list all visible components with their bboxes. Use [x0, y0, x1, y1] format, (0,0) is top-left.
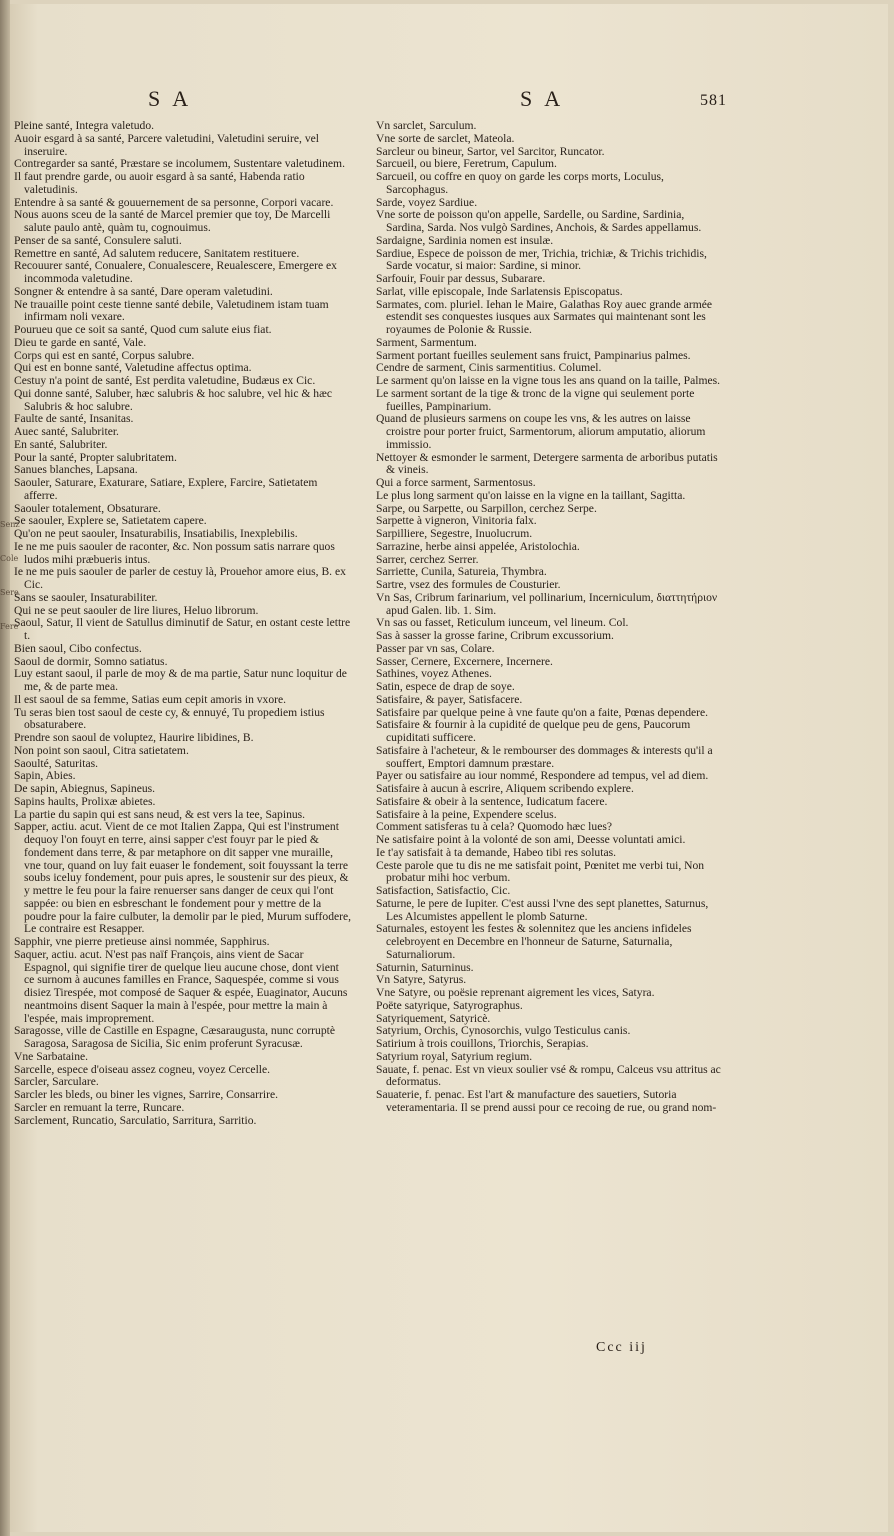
- page-number: 581: [700, 92, 727, 109]
- dictionary-entry: Prendre son saoul de voluptez, Haurire libidines, B.: [14, 731, 254, 744]
- dictionary-entry: Saouler, Saturare, Exaturare, Satiare, Explere, Farcire, Satietatem afferre.: [14, 476, 318, 502]
- dictionary-entry: Satisfaire & fournir à la cupidité de quelque peu de gens, Paucorum cupiditati sufficere.: [376, 718, 691, 744]
- dictionary-entry: Sarde, voyez Sardiue.: [376, 195, 478, 209]
- dictionary-entry: Il est saoul de sa femme, Satias eum cepit amoris in vxore.: [14, 692, 287, 706]
- dictionary-entry: Satisfaire par quelque peine à vne faute qu'on a faite, Pœnas dependere.: [376, 705, 709, 719]
- dictionary-entry: Il faut prendre garde, ou auoir esgard à sa santé, Habenda ratio valetudinis.: [14, 170, 305, 196]
- dictionary-entry: Saoul, Satur, Il vient de Satullus diminutif de Satur, en ostant ceste lettre t.: [14, 616, 351, 642]
- dictionary-entry: Sarcler en remuant la terre, Runcare.: [14, 1100, 185, 1114]
- dictionary-entry: Sas à sasser la grosse farine, Cribrum excussorium.: [376, 629, 614, 642]
- dictionary-entry: Sarpe, ou Sarpette, ou Sarpillon, cerchez Serpe.: [376, 501, 597, 515]
- margin-note: Cole: [0, 554, 19, 563]
- dictionary-entry: Vne Satyre, ou poësie reprenant aigrement les vices, Satyra.: [376, 986, 655, 999]
- dictionary-entry: Ie ne me puis saouler de raconter, &c. Non possum satis narrare quos ludos mihi præbueris intus.: [14, 539, 335, 566]
- dictionary-entry: Sarriette, Cunila, Satureia, Thymbra.: [376, 565, 547, 579]
- dictionary-entry: Auec santé, Salubriter.: [14, 425, 119, 438]
- dictionary-entry: Saturne, le pere de Iupiter. C'est aussi l'vne des sept planettes, Saturnus, Les Alcumistes appellent le plomb Saturne.: [376, 896, 709, 923]
- dictionary-entry: En santé, Salubriter.: [14, 437, 108, 451]
- dictionary-entry: Recouurer santé, Conualere, Conualescere, Reualescere, Emergere ex incommoda valetudine.: [14, 259, 337, 285]
- dictionary-entry: Passer par vn sas, Colare.: [376, 641, 495, 655]
- dictionary-entry: Sauaterie, f. penac. Est l'art & manufacture des sauetiers, Sutoria veteramentaria. Il se prend aussi pour ce recoing de rue, ou grand nom-: [376, 1088, 717, 1114]
- margin-notes: [0, 520, 20, 656]
- dictionary-entry: Vne sorte de sarclet, Mateola.: [376, 131, 515, 145]
- dictionary-entry: Sarrazine, herbe ainsi appelée, Aristolochia.: [376, 539, 580, 553]
- dictionary-entry: Pour la santé, Propter salubritatem.: [14, 450, 177, 464]
- dictionary-entry: Sartre, vsez des formules de Cousturier.: [376, 578, 561, 591]
- dictionary-entry: Sarment portant fueilles seulement sans fruict, Pampinarius palmes.: [376, 348, 691, 362]
- dictionary-entry: Ne satisfaire point à la volonté de son ami, Deesse voluntati amici.: [376, 833, 686, 846]
- left-column: [14, 120, 352, 1127]
- dictionary-entry: Satisfaire à la peine, Expendere scelus.: [376, 807, 557, 821]
- dictionary-entry: Sarfouir, Fouir par dessus, Subarare.: [376, 272, 546, 285]
- dictionary-entry: Bien saoul, Cibo confectus.: [14, 641, 142, 655]
- dictionary-entry: Qui donne santé, Saluber, hæc salubris & hoc salubre, vel hic & hæc Salubris & hoc salubre.: [14, 386, 332, 413]
- dictionary-entry: Ne trauaille point ceste tienne santé debile, Valetudinem istam tuam infirmam noli vexare.: [14, 297, 329, 324]
- dictionary-entry: Sarrer, cerchez Serrer.: [376, 552, 479, 566]
- running-head-left: SA: [148, 86, 201, 111]
- dictionary-entry: Sarclement, Runcatio, Sarculatio, Sarritura, Sarritio.: [14, 1113, 257, 1127]
- dictionary-entry: Sans se saouler, Insaturabiliter.: [14, 590, 158, 604]
- dictionary-entry: Ie ne me puis saouler de parler de cestuy là, Prouehor amore eius, B. ex Cic.: [14, 565, 346, 591]
- dictionary-entry: Sarcelle, espece d'oiseau assez cogneu, voyez Cercelle.: [14, 1062, 271, 1076]
- dictionary-entry: Se saouler, Explere se, Satietatem capere.: [14, 514, 207, 528]
- dictionary-entry: Satisfaire à l'acheteur, & le rembourser des dommages & interests qu'il a souffert, Emptori damnum præstare.: [376, 743, 713, 770]
- margin-note: Senz: [0, 520, 20, 529]
- dictionary-entry: Qui ne se peut saouler de lire liures, Heluo librorum.: [14, 603, 259, 617]
- dictionary-entry: Remettre en santé, Ad salutem reducere, Sanitatem restituere.: [14, 246, 300, 260]
- dictionary-entry: Satisfaire & obeir à la sentence, Iudicatum facere.: [376, 794, 608, 808]
- dictionary-entry: Sanues blanches, Lapsana.: [14, 463, 138, 477]
- dictionary-entry: Luy estant saoul, il parle de moy & de ma partie, Satur nunc loquitur de me, & de parte mea.: [14, 667, 347, 693]
- dictionary-entry: Sarcler les bleds, ou biner les vignes, Sarrire, Consarrire.: [14, 1088, 279, 1101]
- dictionary-entry: Sapin, Abies.: [14, 769, 76, 783]
- dictionary-entry: Vne sorte de poisson qu'on appelle, Sardelle, ou Sardine, Sardinia, Sardina, Sarda. Nos vulgò Sardines, Anchois, & Sardes appellamus.: [376, 208, 702, 234]
- dictionary-entry: Sarcueil, ou coffre en quoy on garde les corps morts, Loculus, Sarcophagus.: [376, 170, 664, 196]
- dictionary-entry: Qu'on ne peut saouler, Insaturabilis, Insatiabilis, Inexplebilis.: [14, 527, 298, 540]
- dictionary-entry: Sapper, actiu. acut. Vient de ce mot Italien Zappa, Qui est l'instrument dequoy l'on fouyt en terre, ainsi sapper c'est fouyr par le pied & fondement dans terre, & par metaphore on dit sapper vne muraille, vne tour, quand on luy fait euaser le fondement, soit fouyssant la terre soubs iceluy fondement, pour puis apres, le soustenir sur des pieux, & y mettre le feu pour la faire renuerser sans danger de ceux qui l'ont sappée: ou bien en esbreschant le fondement pour y mettre de la poudre pour la faire culbuter, la demolir par le pied, Murum suffodere, Le contraire est Resapper.: [14, 820, 352, 936]
- dictionary-entry: Sarmates, com. pluriel. Iehan le Maire, Galathas Roy auec grande armée estendit ses conquestes iusques aux Sarmates qui maintenant sont les royaumes de Polonie & Russie.: [376, 297, 713, 336]
- dictionary-entry: Satyrium, Orchis, Cynosorchis, vulgo Testiculus canis.: [376, 1024, 631, 1038]
- dictionary-entry: Faulte de santé, Insanitas.: [14, 412, 134, 426]
- dictionary-entry: Pleine santé, Integra valetudo.: [14, 119, 155, 132]
- dictionary-entry: Sarcueil, ou biere, Feretrum, Capulum.: [376, 157, 557, 171]
- dictionary-entry: Qui a force sarment, Sarmentosus.: [376, 476, 536, 489]
- dictionary-entry: Sapins haults, Prolixæ abietes.: [14, 794, 156, 808]
- dictionary-entry: Vn Satyre, Satyrus.: [376, 973, 467, 987]
- dictionary-entry: Nous auons sceu de la santé de Marcel premier que toy, De Marcelli salute paulo antè, quàm tu, cognouimus.: [14, 208, 331, 234]
- dictionary-entry: Ceste parole que tu dis ne me satisfait point, Pœnitet me verbi tui, Non probatur mihi hoc verbum.: [376, 858, 705, 885]
- dictionary-entry: Sarcleur ou bineur, Sartor, vel Sarcitor, Runcator.: [376, 144, 605, 158]
- dictionary-entry: Satisfaire à aucun à escrire, Aliquem scribendo explere.: [376, 782, 634, 795]
- dictionary-entry: Nettoyer & esmonder le sarment, Detergere sarmenta de arboribus putatis & vineis.: [376, 450, 718, 477]
- margin-note: Fere: [0, 622, 19, 631]
- dictionary-entry: Payer ou satisfaire au iour nommé, Respondere ad tempus, vel ad diem.: [376, 769, 709, 783]
- dictionary-entry: Sathines, voyez Athenes.: [376, 667, 492, 681]
- dictionary-entry: Quand de plusieurs sarmens on coupe les vns, & les autres on laisse croistre pour porter fruict, Sarmentorum, aliorum amputatio, aliorum immissio.: [376, 412, 706, 451]
- dictionary-entry: Le sarment sortant de la tige & tronc de la vigne qui seulement porte fueilles, Pampinarium.: [376, 386, 695, 413]
- dictionary-entry: Saturnin, Saturninus.: [376, 960, 474, 974]
- dictionary-entry: Satyriquement, Satyricè.: [376, 1011, 491, 1025]
- dictionary-entry: Sarlat, ville episcopale, Inde Sarlatensis Episcopatus.: [376, 284, 623, 298]
- dictionary-entry: Satyrium royal, Satyrium regium.: [376, 1049, 533, 1063]
- dictionary-entry: Sardiue, Espece de poisson de mer, Trichia, trichiæ, & Trichis trichidis, Sarde vocatur, si maior: Sardine, si minor.: [376, 246, 707, 273]
- dictionary-entry: Dieu te garde en santé, Vale.: [14, 335, 147, 349]
- dictionary-entry: Satin, espece de drap de soye.: [376, 680, 515, 693]
- dictionary-entry: Cendre de sarment, Cinis sarmentitius. Columel.: [376, 361, 602, 375]
- dictionary-entry: Sarcler, Sarculare.: [14, 1075, 99, 1089]
- printer-signature: Ccc iij: [596, 1340, 647, 1355]
- dictionary-entry: Songner & entendre à sa santé, Dare operam valetudini.: [14, 284, 273, 298]
- dictionary-entry: Saquer, actiu. acut. N'est pas naïf François, ains vient de Sacar Espagnol, qui signifie tirer de quelque lieu aucune chose, dont vient ce surnom à aucunes familles en France, Saquespée, comme si vous disiez Tirespée, mot composé de Saquer & espée, Euaginator, Aucuns neantmoins disent Saquer la main à l'espée, pour mettre la main à l'espée, mais improprement.: [14, 947, 348, 1025]
- dictionary-entry: Satirium à trois couillons, Triorchis, Serapias.: [376, 1037, 589, 1050]
- dictionary-entry: Poëte satyrique, Satyrographus.: [376, 998, 523, 1012]
- dictionary-entry: Sardaigne, Sardinia nomen est insulæ.: [376, 233, 554, 247]
- right-column: [376, 120, 722, 1115]
- dictionary-entry: Vne Sarbataine.: [14, 1049, 89, 1063]
- dictionary-entry: Saragosse, ville de Castille en Espagne, Cæsaraugusta, nunc corruptè Saragosa, Saragosa de Sicilia, Sic enim proferunt Syracusæ.: [14, 1024, 335, 1050]
- dictionary-entry: Auoir esgard à sa santé, Parcere valetudini, Valetudini seruire, vel inseruire.: [14, 131, 319, 158]
- margin-note: Sere: [0, 588, 19, 597]
- dictionary-entry: Sarpilliere, Segestre, Inuolucrum.: [376, 527, 533, 540]
- dictionary-entry: Entendre à sa santé & gouuernement de sa personne, Corpori vacare.: [14, 195, 334, 209]
- dictionary-entry: Ie t'ay satisfait à ta demande, Habeo tibi res solutas.: [376, 845, 617, 859]
- dictionary-entry: Sauate, f. penac. Est vn vieux soulier vsé & rompu, Calceus vsu attritus ac deformatus.: [376, 1062, 721, 1089]
- dictionary-entry: Saoul de dormir, Somno satiatus.: [14, 654, 168, 668]
- dictionary-entry: Le plus long sarment qu'on laisse en la vigne en la taillant, Sagitta.: [376, 488, 686, 502]
- dictionary-entry: Vn sarclet, Sarculum.: [376, 119, 477, 132]
- dictionary-entry: Cestuy n'a point de santé, Est perdita valetudine, Budæus ex Cic.: [14, 374, 316, 387]
- dictionary-entry: Sarment, Sarmentum.: [376, 335, 477, 349]
- dictionary-entry: Qui est en bonne santé, Valetudine affectus optima.: [14, 361, 252, 375]
- dictionary-entry: Satisfaire, & payer, Satisfacere.: [376, 692, 523, 706]
- running-head-center: SA: [520, 86, 573, 111]
- dictionary-entry: Saouler totalement, Obsaturare.: [14, 501, 161, 515]
- dictionary-entry: Saturnales, estoyent les festes & solennitez que les anciens infideles celebroyent en Decembre en l'honneur de Saturne, Saturnalia, Saturnaliorum.: [376, 922, 692, 961]
- dictionary-entry: Penser de sa santé, Consulere saluti.: [14, 233, 182, 247]
- dictionary-entry: Sapphir, vne pierre pretieuse ainsi nommée, Sapphirus.: [14, 935, 270, 948]
- dictionary-entry: Le sarment qu'on laisse en la vigne tous les ans quand on la taille, Palmes.: [376, 374, 721, 387]
- dictionary-entry: Comment satisferas tu à cela? Quomodo hæc lues?: [376, 820, 612, 834]
- dictionary-entry: Saoulté, Saturitas.: [14, 756, 99, 770]
- dictionary-entry: Vn sas ou fasset, Reticulum iunceum, vel lineum. Col.: [376, 616, 629, 630]
- dictionary-entry: La partie du sapin qui est sans neud, & est vers la tee, Sapinus.: [14, 807, 306, 821]
- dictionary-entry: Contregarder sa santé, Præstare se incolumem, Sustentare valetudinem.: [14, 157, 345, 171]
- dictionary-entry: Corps qui est en santé, Corpus salubre.: [14, 348, 195, 362]
- dictionary-entry: Pourueu que ce soit sa santé, Quod cum salute eius fiat.: [14, 323, 272, 336]
- dictionary-entry: Vn Sas, Cribrum farinarium, vel pollinarium, Incerniculum, διαττητήριον apud Galen. lib. 1. Sim.: [376, 590, 718, 617]
- dictionary-entry: Sarpette à vigneron, Vinitoria falx.: [376, 514, 537, 528]
- dictionary-entry: Tu seras bien tost saoul de ceste cy, & ennuyé, Tu propediem istius obsaturabere.: [14, 705, 325, 732]
- dictionary-entry: Sasser, Cernere, Excernere, Incernere.: [376, 654, 553, 668]
- dictionary-entry: Satisfaction, Satisfactio, Cic.: [376, 884, 511, 897]
- dictionary-entry: Non point son saoul, Citra satietatem.: [14, 743, 189, 757]
- dictionary-entry: De sapin, Abiegnus, Sapineus.: [14, 782, 156, 795]
- book-binding: [0, 0, 10, 1536]
